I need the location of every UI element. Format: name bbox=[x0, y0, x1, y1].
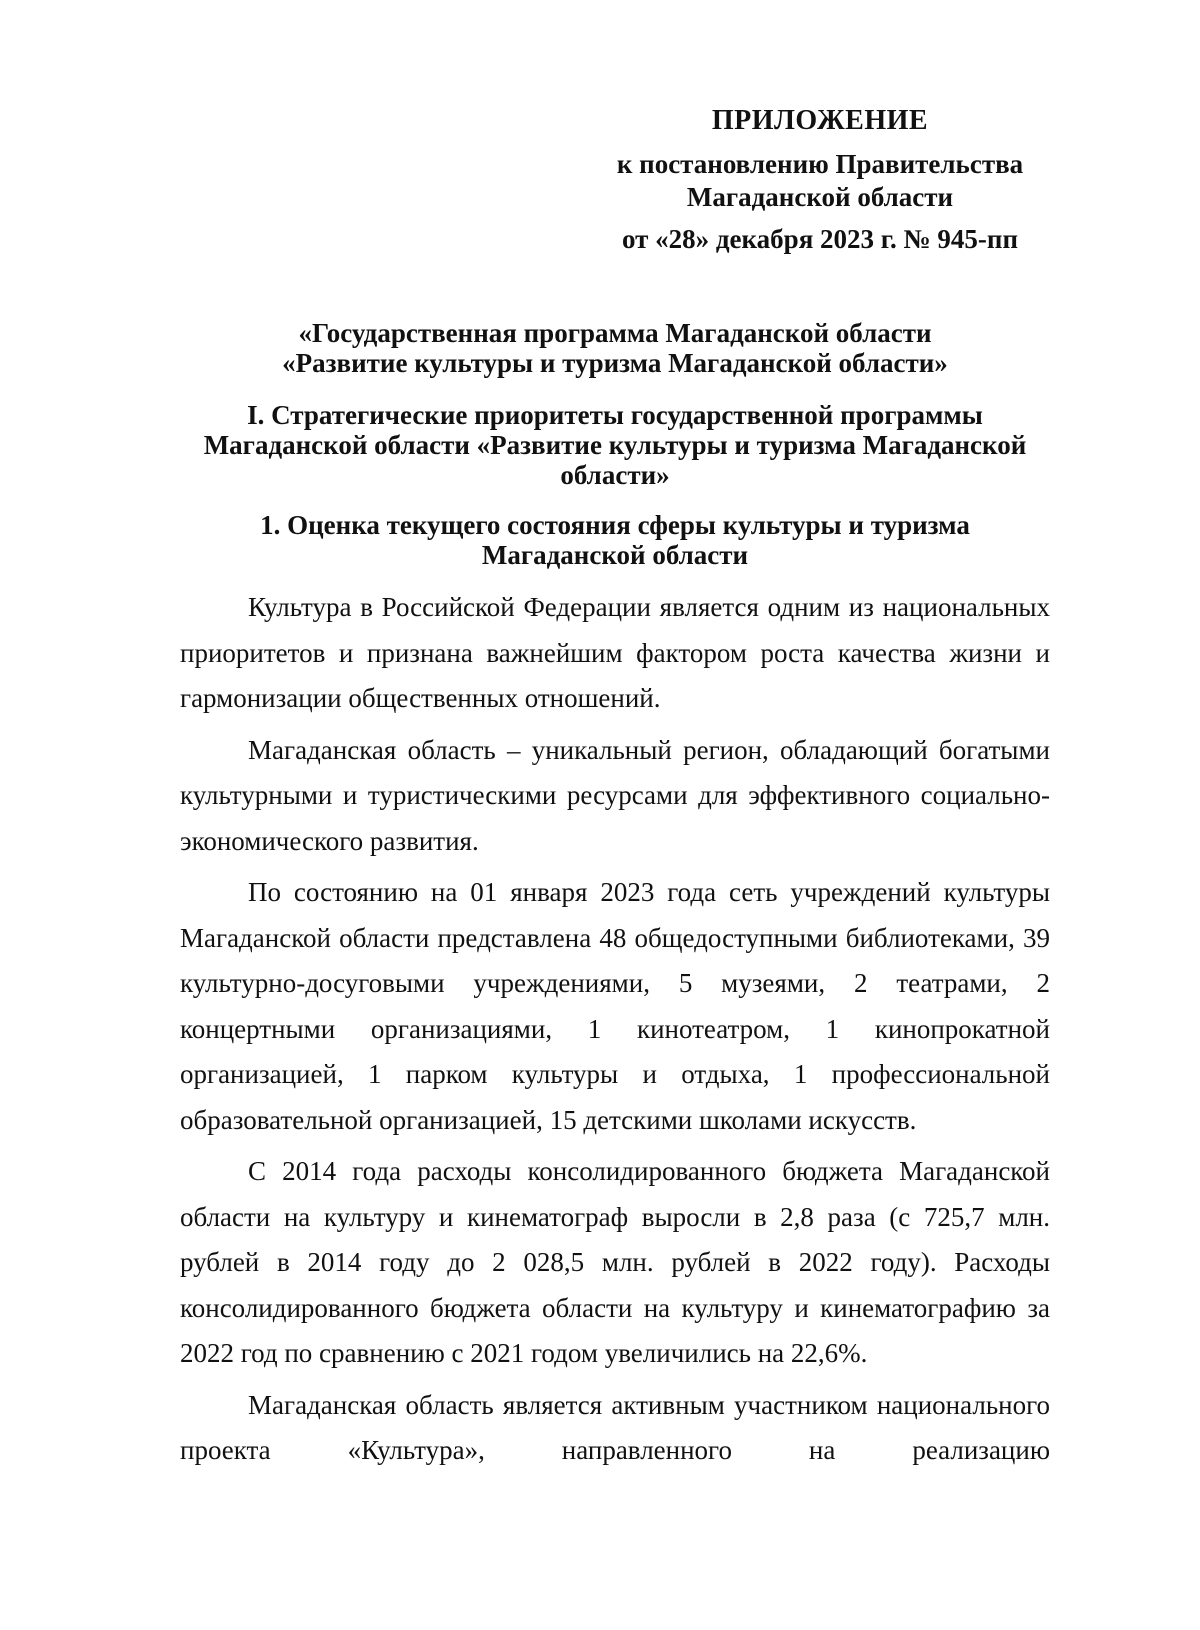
section-title-line: Магаданской области «Развитие культуры и туризма Магаданской bbox=[203, 430, 1027, 460]
paragraph: Магаданская область является активным участником национального проекта «Культура», направленного на реализацию bbox=[180, 1389, 1050, 1465]
paragraph: По состоянию на 01 января 2023 года сеть учреждений культуры Магаданской области представлена 48 общедоступными библиотеками, 39 культурно-досуговыми учреждениями, 5 музеями, 2 театрами, 2 концертными организациями, 1 кинотеатром, 1 кинопрокатной организацией, 1 парком культуры и отдыха, 1 профессиональной образовательной организацией, 15 детскими школами искусств. bbox=[180, 877, 1050, 1135]
appendix-date-line: от «28» декабря 2023 г. № 945-пп bbox=[621, 224, 1019, 254]
subsection-title-line: Магаданской области bbox=[481, 540, 749, 570]
paragraph: С 2014 года расходы консолидированного бюджета Магаданской области на культуру и кинематограф выросли в 2,8 раза (с 725,7 млн. рублей в 2014 году до 2 028,5 млн. рублей в 2022 году). Расходы консолидированного бюджета области на культуру и кинематографию за 2022 год по сравнению с 2021 годом увеличились на 22,6%. bbox=[180, 1156, 1050, 1368]
appendix-header bbox=[590, 104, 1050, 256]
section-title bbox=[180, 400, 1050, 490]
section-title-line: I. Стратегические приоритеты государственной программы bbox=[247, 400, 983, 430]
appendix-region-line: Магаданской области bbox=[686, 182, 954, 212]
subsection-title-line: 1. Оценка текущего состояния сферы культуры и туризма bbox=[260, 510, 970, 540]
program-title-line: «Развитие культуры и туризма Магаданской области» bbox=[282, 348, 948, 378]
paragraph: Магаданская область – уникальный регион, обладающий богатыми культурными и туристическими ресурсами для эффективного социально-экономического развития. bbox=[180, 734, 1050, 856]
appendix-title: ПРИЛОЖЕНИЕ bbox=[711, 105, 929, 136]
program-title bbox=[180, 318, 1050, 378]
body-text bbox=[180, 585, 1050, 1480]
paragraph: Культура в Российской Федерации является одним из национальных приоритетов и признана важнейшим фактором роста качества жизни и гармонизации общественных отношений. bbox=[180, 592, 1050, 713]
appendix-reference-line: к постановлению Правительства bbox=[616, 149, 1024, 179]
section-title-line: области» bbox=[560, 460, 670, 490]
program-title-line: «Государственная программа Магаданской области bbox=[298, 318, 932, 348]
subsection-title bbox=[180, 510, 1050, 570]
